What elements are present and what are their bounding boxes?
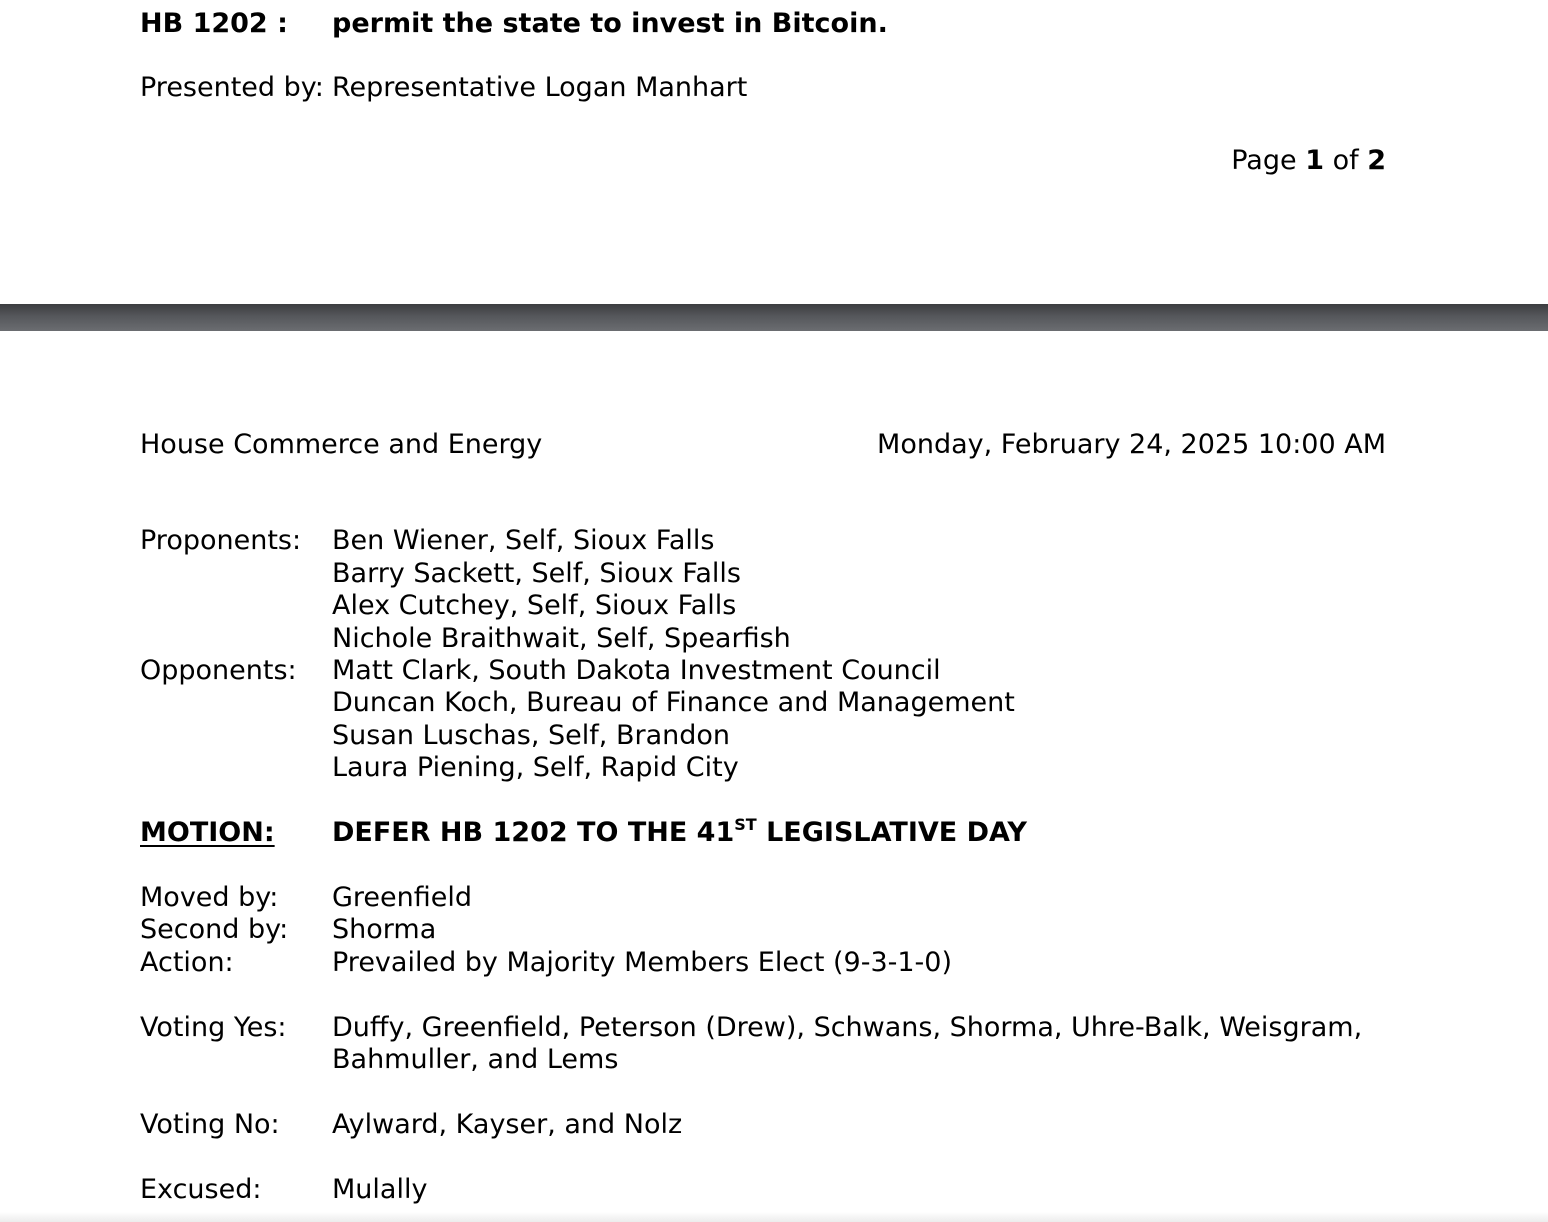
opponent-item: Duncan Koch, Bureau of Finance and Management <box>332 687 1015 718</box>
excused-label: Excused: <box>140 1174 262 1205</box>
page-indicator-prefix: Page <box>1231 145 1297 176</box>
presented-by-label: Presented by: <box>140 72 324 103</box>
page-divider <box>0 304 1548 331</box>
proponent-item: Barry Sackett, Self, Sioux Falls <box>332 558 741 589</box>
proponent-item: Ben Wiener, Self, Sioux Falls <box>332 525 715 556</box>
motion-text-tail: LEGISLATIVE DAY <box>756 817 1027 848</box>
opponent-item: Matt Clark, South Dakota Investment Council <box>332 655 941 686</box>
moved-by-value: Greenfield <box>332 882 473 913</box>
bill-number: HB 1202 : <box>140 8 288 39</box>
bill-title: permit the state to invest in Bitcoin. <box>332 8 888 39</box>
voting-no-label: Voting No: <box>140 1109 280 1140</box>
excused-value: Mulally <box>332 1174 428 1205</box>
document-page-bottom <box>0 331 1548 1222</box>
motion-text <box>332 817 1027 849</box>
voting-yes-label: Voting Yes: <box>140 1012 287 1043</box>
opponent-item: Laura Piening, Self, Rapid City <box>332 752 739 783</box>
voting-no-value: Aylward, Kayser, and Nolz <box>332 1109 683 1140</box>
opponent-item: Susan Luschas, Self, Brandon <box>332 720 731 751</box>
page-indicator-of: of <box>1332 145 1359 176</box>
meeting-datetime: Monday, February 24, 2025 10:00 AM <box>877 429 1386 460</box>
second-by-value: Shorma <box>332 914 437 945</box>
page-current: 1 <box>1305 145 1324 176</box>
opponents-label: Opponents: <box>140 655 297 686</box>
voting-yes-line: Bahmuller, and Lems <box>332 1044 619 1075</box>
page-bottom-edge <box>0 1212 1548 1222</box>
action-value: Prevailed by Majority Members Elect (9-3-1-0) <box>332 947 952 978</box>
motion-ordinal-suffix: ST <box>734 815 757 834</box>
action-label: Action: <box>140 947 234 978</box>
second-by-label: Second by: <box>140 914 289 945</box>
document-page-top <box>0 0 1548 304</box>
motion-text-main: DEFER HB 1202 TO THE 41 <box>332 817 735 848</box>
proponents-label: Proponents: <box>140 525 302 556</box>
proponent-item: Nichole Braithwait, Self, Spearfish <box>332 623 791 654</box>
proponent-item: Alex Cutchey, Self, Sioux Falls <box>332 590 737 621</box>
moved-by-label: Moved by: <box>140 882 279 913</box>
motion-label: MOTION: <box>140 817 275 848</box>
page-indicator <box>1231 145 1386 177</box>
page-total: 2 <box>1367 145 1386 176</box>
presented-by-value: Representative Logan Manhart <box>332 72 748 103</box>
committee-name: House Commerce and Energy <box>140 429 543 460</box>
voting-yes-line: Duffy, Greenfield, Peterson (Drew), Schwans, Shorma, Uhre-Balk, Weisgram, <box>332 1012 1363 1043</box>
